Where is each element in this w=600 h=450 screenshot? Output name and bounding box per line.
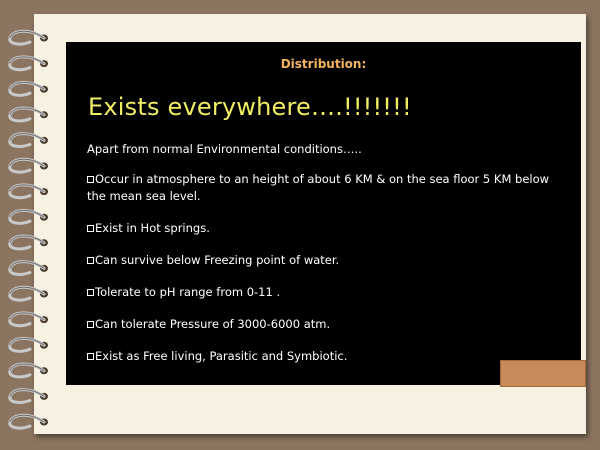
spiral-binding (0, 20, 60, 440)
slide-heading: Distribution: (280, 57, 367, 71)
binding-ring-icon (10, 82, 48, 95)
binding-ring-icon (10, 390, 48, 403)
checkbox-bullet-icon (87, 225, 94, 232)
bullet-text: Tolerate to pH range from 0-11 . (95, 285, 281, 299)
bullet-text: Exist as Free living, Parasitic and Symbiotic. (95, 349, 348, 363)
checkbox-bullet-icon (87, 353, 94, 360)
binding-ring-icon (10, 313, 48, 326)
binding-ring-icon (10, 415, 48, 428)
binding-ring-icon (10, 262, 48, 275)
binding-ring-icon (10, 134, 48, 147)
binding-ring-icon (10, 287, 48, 300)
list-item (87, 284, 567, 301)
binding-ring-icon (10, 364, 48, 377)
binding-ring-icon (10, 159, 48, 172)
binding-ring-icon (10, 338, 48, 351)
binding-ring-icon (10, 57, 48, 70)
intro-text: Apart from normal Environmental conditions….. (87, 142, 362, 156)
list-item (87, 252, 567, 269)
bullet-text: Occur in atmosphere to an height of about 6 KM & on the sea floor 5 KM below the mean sea level. (87, 172, 550, 203)
checkbox-bullet-icon (87, 321, 94, 328)
binding-ring-icon (10, 108, 48, 121)
corner-tab (500, 360, 586, 387)
binding-ring-icon (10, 236, 48, 249)
list-item (87, 171, 567, 205)
binding-ring-icon (10, 185, 48, 198)
list-item (87, 348, 567, 365)
bullet-text: Exist in Hot springs. (95, 221, 210, 235)
binding-ring-icon (10, 210, 48, 223)
slide-title: Exists everywhere….!!!!!!! (88, 93, 412, 121)
slide-panel (66, 42, 581, 385)
list-item (87, 316, 567, 333)
bullet-text: Can survive below Freezing point of water. (95, 253, 340, 267)
list-item (87, 220, 567, 237)
bullet-text: Can tolerate Pressure of 3000-6000 atm. (95, 317, 331, 331)
checkbox-bullet-icon (87, 176, 94, 183)
binding-ring-icon (10, 31, 48, 44)
checkbox-bullet-icon (87, 257, 94, 264)
checkbox-bullet-icon (87, 289, 94, 296)
bullet-list (87, 171, 567, 380)
